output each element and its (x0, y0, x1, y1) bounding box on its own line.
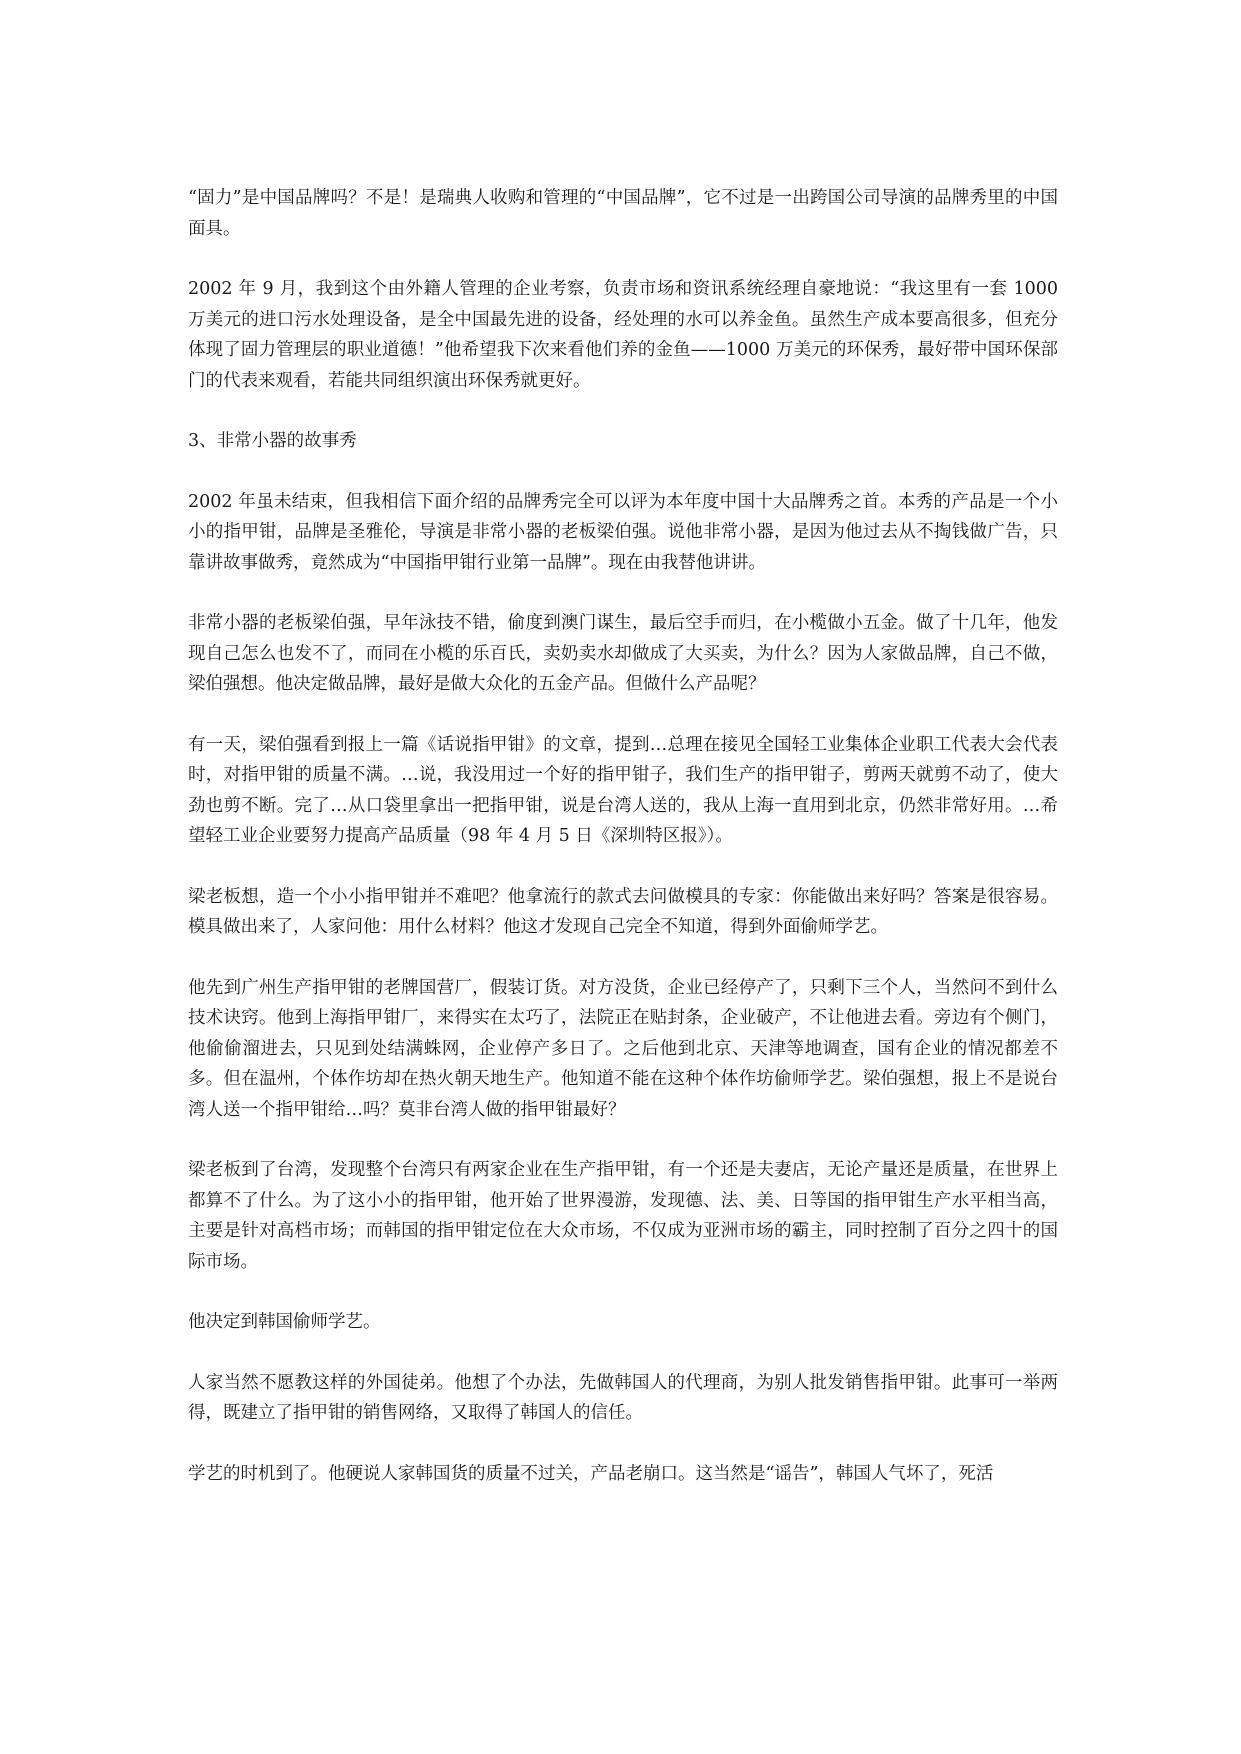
paragraph-distributor-plan: 人家当然不愿教这样的外国徒弟。他想了个办法，先做韩国人的代理商，为别人批发销售指甲钳。此事可一举两得，既建立了指甲钳的销售网络，又取得了韩国人的信任。 (188, 1372, 1058, 1423)
paragraph-mold-making: 梁老板想，造一个小小指甲钳并不难吧？他拿流行的款式去问做模具的专家：你能做出来好吗？答案是很容易。模具做出来了，人家问他：用什么材料？他这才发现自己完全不知道，得到外面偷师学艺。 (188, 886, 1058, 937)
paragraph-2002-visit: 2002 年 9 月，我到这个由外籍人管理的企业考察，负责市场和资讯系统经理自豪地说：“我这里有一套 1000 万美元的进口污水处理设备，是全中国最先进的设备，经处理的水可以养金鱼。虽然生产成本要高很多，但充分体现了固力管理层的职业道德！”他希望我下次来看他们养的金鱼——1000 万美元的环保秀，最好带中国环保部门的代表来观看，若能共同组织演出环保秀就更好。 (188, 279, 1058, 391)
paragraph-learning-opportunity: 学艺的时机到了。他硬说人家韩国货的质量不过关，产品老崩口。这当然是“谣告”，韩国人气坏了，死活 (188, 1463, 994, 1484)
paragraph-newspaper-article: 有一天，梁伯强看到报上一篇《话说指甲钳》的文章，提到…总理在接见全国轻工业集体企业职工代表大会代表时，对指甲钳的质量不满。…说，我没用过一个好的指甲钳子，我们生产的指甲钳子，剪两天就剪不动了，使大劲也剪不断。完了…从口袋里拿出一把指甲钳，说是台湾人送的，我从上海一直用到北京，仍然非常好用。…希望轻工业企业要努力提高产品质量（98 年 4 月 5 日《深圳特区报》）。 (188, 734, 1058, 846)
paragraph-guli-intro: “固力”是中国品牌吗？不是！是瑞典人收购和管理的“中国品牌”，它不过是一出跨国公司导演的品牌秀里的中国面具。 (188, 188, 1058, 239)
paragraph-brand-show-intro: 2002 年虽未结束，但我相信下面介绍的品牌秀完全可以评为本年度中国十大品牌秀之首。本秀的产品是一个小小的指甲钳，品牌是圣雅伦，导演是非常小器的老板梁伯强。说他非常小器，是因为他过去从不掏钱做广告，只靠讲故事做秀，竟然成为“中国指甲钳行业第一品牌”。现在由我替他讲讲。 (188, 491, 1058, 573)
document-body (188, 183, 1058, 1489)
section-heading: 3、非常小器的故事秀 (188, 431, 357, 451)
paragraph-boss-background: 非常小器的老板梁伯强，早年泳技不错，偷度到澳门谋生，最后空手而归，在小榄做小五金。做了十几年，他发现自己怎么也发不了，而同在小榄的乐百氏，卖奶卖水却做成了大买卖，为什么？因为人家做品牌，自己不做，梁伯强想。他决定做品牌，最好是做大众化的五金产品。但做什么产品呢？ (188, 613, 1058, 694)
paragraph-korea-decision: 他决定到韩国偷师学艺。 (188, 1312, 381, 1332)
paragraph-taiwan-and-world: 梁老板到了台湾，发现整个台湾只有两家企业在生产指甲钳，有一个还是夫妻店，无论产量还是质量，在世界上都算不了什么。为了这小小的指甲钳，他开始了世界漫游，发现德、法、美、日等国的指甲钳生产水平相当高，主要是针对高档市场；而韩国的指甲钳定位在大众市场，不仅成为亚洲市场的霸主，同时控制了百分之四十的国际市场。 (188, 1160, 1058, 1272)
paragraph-factory-visits: 他先到广州生产指甲钳的老牌国营厂，假装订货。对方没货，企业已经停产了，只剩下三个人，当然问不到什么技术诀窍。他到上海指甲钳厂，来得实在太巧了，法院正在贴封条，企业破产，不让他进去看。旁边有个侧门，他偷偷溜进去，只见到处结满蛛网，企业停产多日了。之后他到北京、天津等地调查，国有企业的情况都差不多。但在温州，个体作坊却在热火朝天地生产。他知道不能在这种个体作坊偷师学艺。梁伯强想，报上不是说台湾人送一个指甲钳给…吗？莫非台湾人做的指甲钳最好？ (188, 977, 1058, 1120)
